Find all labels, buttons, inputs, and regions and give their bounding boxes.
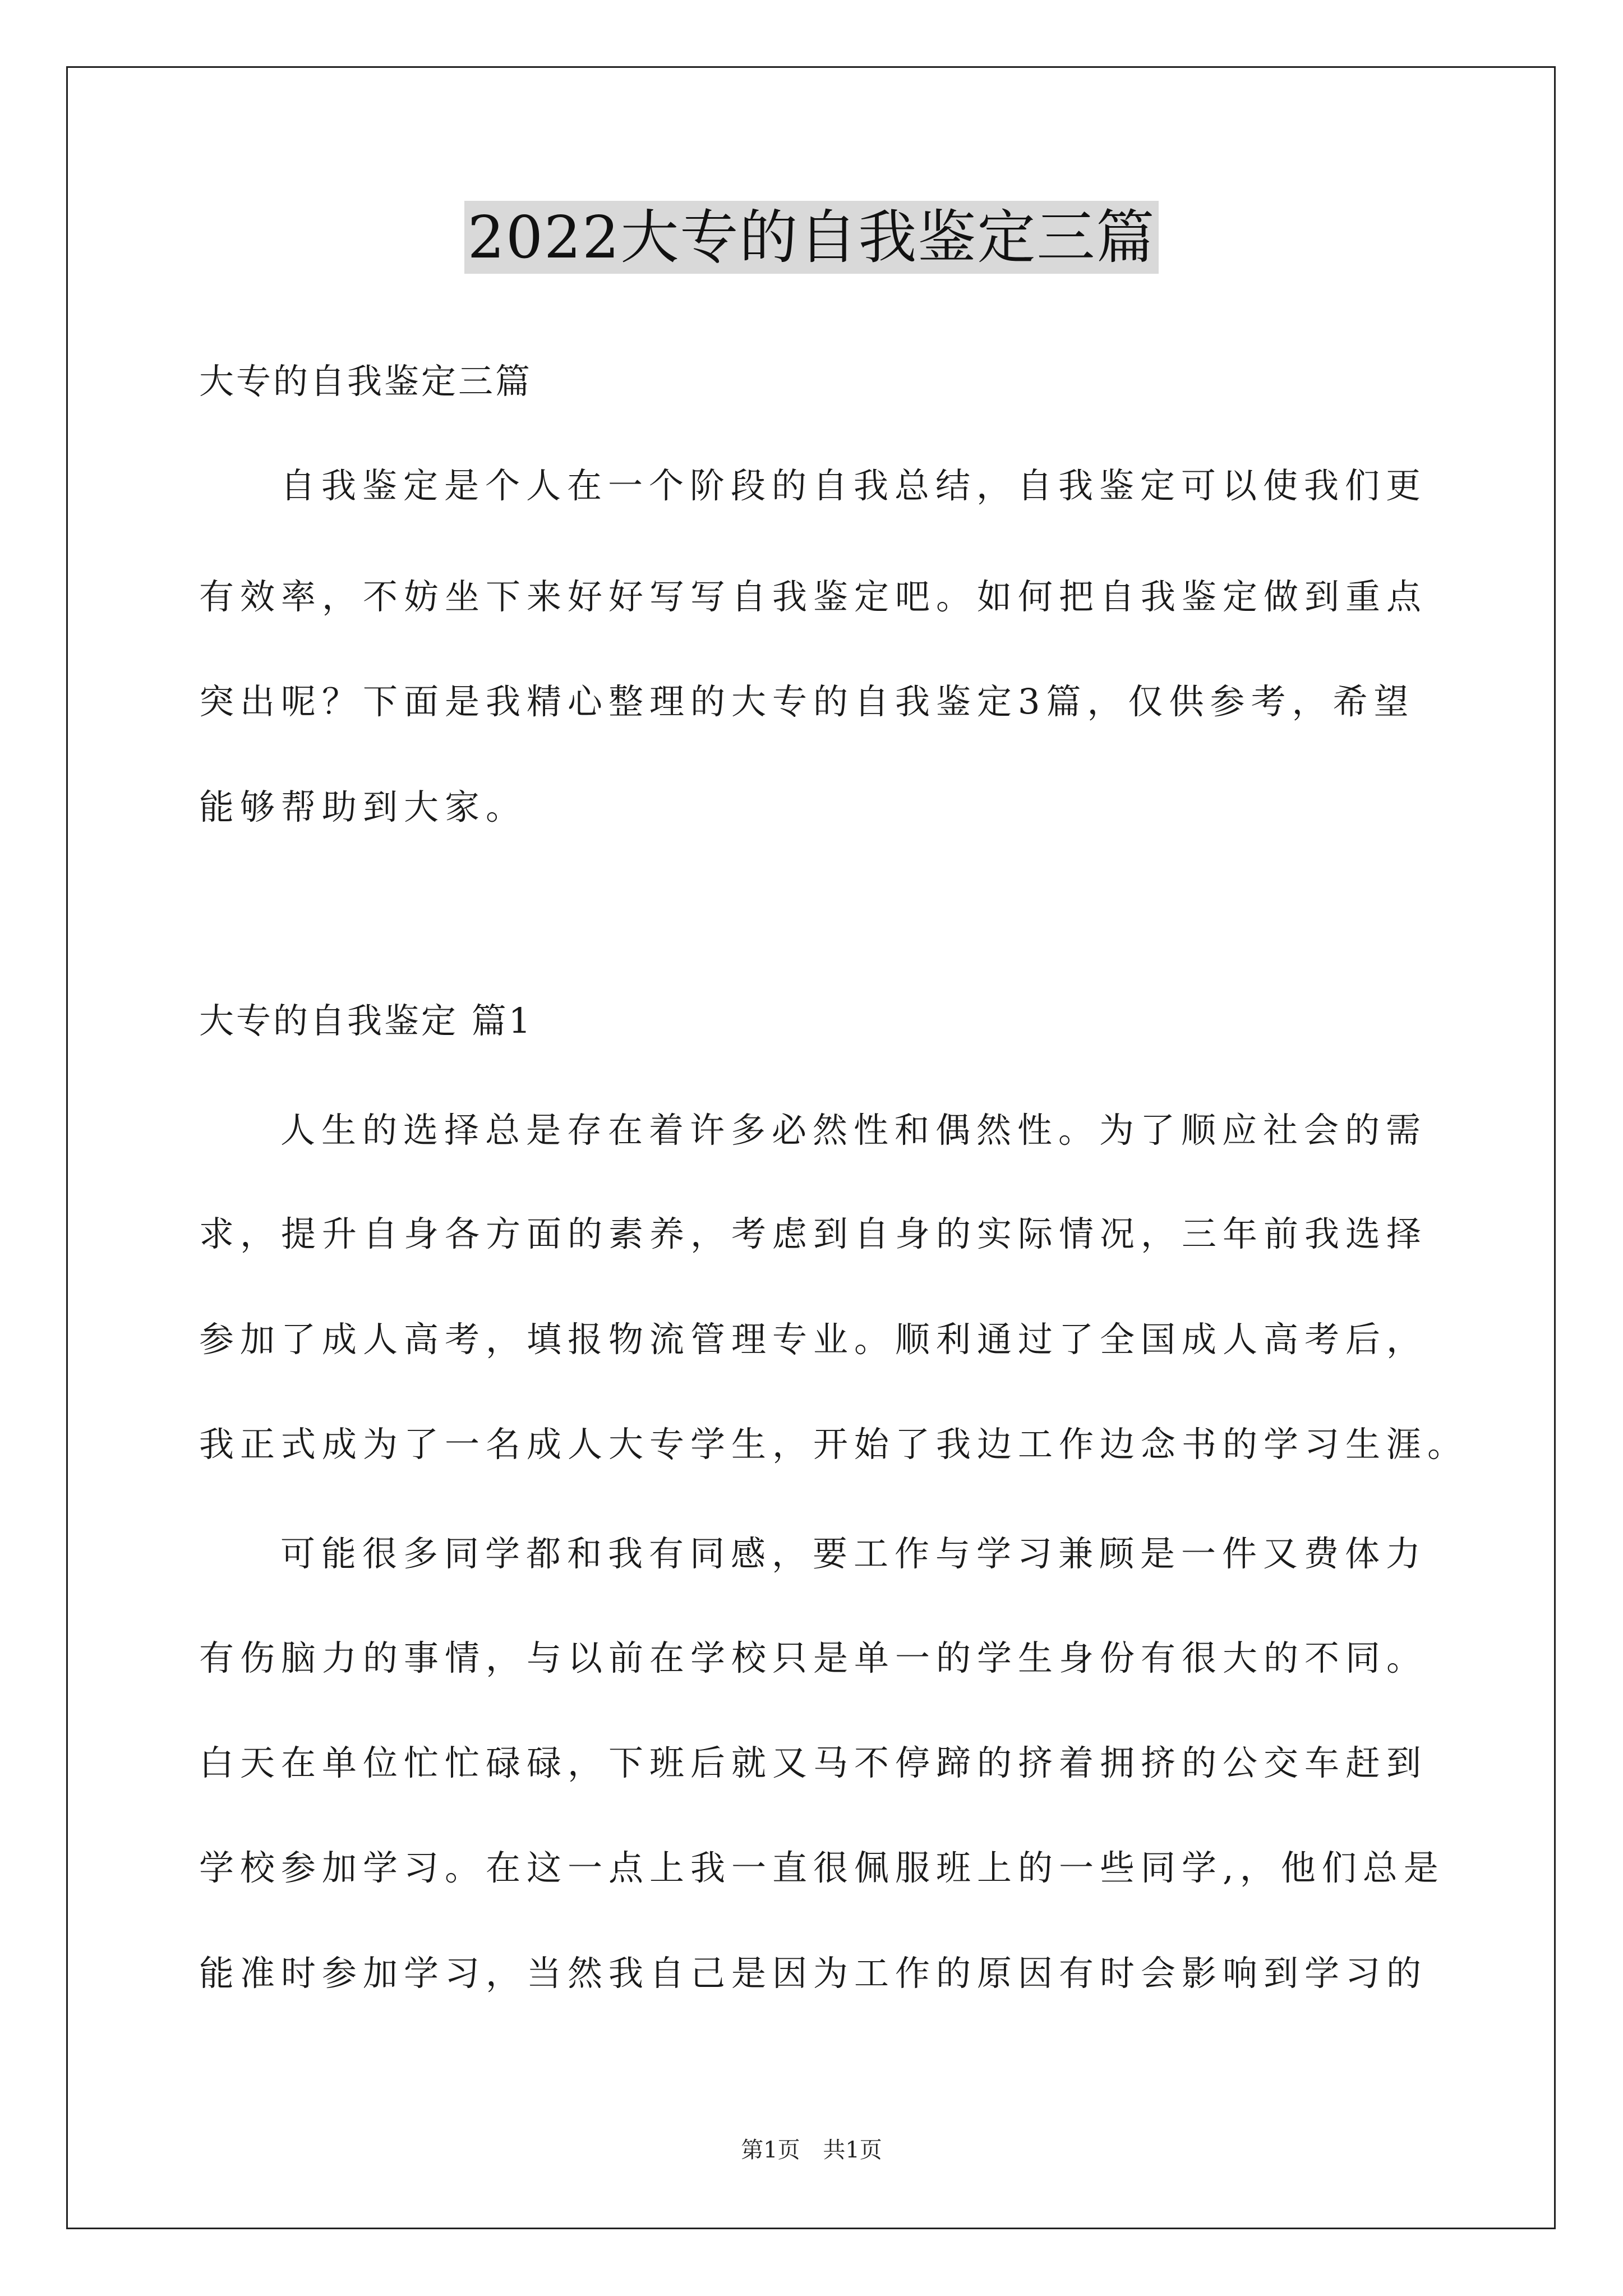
subtitle: 大专的自我鉴定三篇 <box>199 361 533 402</box>
section1-para1-line: 我正式成为了一名成人大专学生，开始了我边工作边念书的学习生涯。 <box>199 1424 1469 1465</box>
document-title: 2022大专的自我鉴定三篇 <box>464 201 1159 274</box>
intro-line: 突出呢？下面是我精心整理的大专的自我鉴定3篇，仅供参考，希望 <box>199 681 1415 722</box>
section1-para2-line: 学校参加学习。在这一点上我一直很佩服班上的一些同学,，他们总是 <box>199 1847 1445 1888</box>
intro-line: 有效率，不妨坐下来好好写写自我鉴定吧。如何把自我鉴定做到重点 <box>199 576 1428 617</box>
page-number-current: 第1页 <box>741 2137 800 2163</box>
section1-para1-line: 人生的选择总是存在着许多必然性和偶然性。为了顺应社会的需 <box>280 1110 1427 1151</box>
section1-para2-line: 白天在单位忙忙碌碌，下班后就又马不停蹄的挤着拥挤的公交车赶到 <box>199 1742 1428 1783</box>
intro-line: 自我鉴定是个人在一个阶段的自我总结，自我鉴定可以使我们更 <box>280 465 1427 506</box>
page-footer <box>0 2136 1623 2164</box>
section1-para2-line: 有伤脑力的事情，与以前在学校只是单一的学生身份有很大的不同。 <box>199 1637 1428 1678</box>
section-heading: 大专的自我鉴定 篇1 <box>199 1000 533 1041</box>
section1-para1-line: 求，提升自身各方面的素养，考虑到自身的实际情况，三年前我选择 <box>199 1213 1428 1254</box>
section1-para1-line: 参加了成人高考，填报物流管理专业。顺利通过了全国成人高考后， <box>199 1319 1428 1360</box>
section1-para2-line: 可能很多同学都和我有同感，要工作与学习兼顾是一件又费体力 <box>280 1533 1427 1574</box>
page-number-total: 共1页 <box>823 2137 882 2163</box>
title-container <box>0 201 1623 274</box>
intro-line: 能够帮助到大家。 <box>199 786 527 827</box>
section1-para2-line: 能准时参加学习，当然我自己是因为工作的原因有时会影响到学习的 <box>199 1953 1428 1994</box>
